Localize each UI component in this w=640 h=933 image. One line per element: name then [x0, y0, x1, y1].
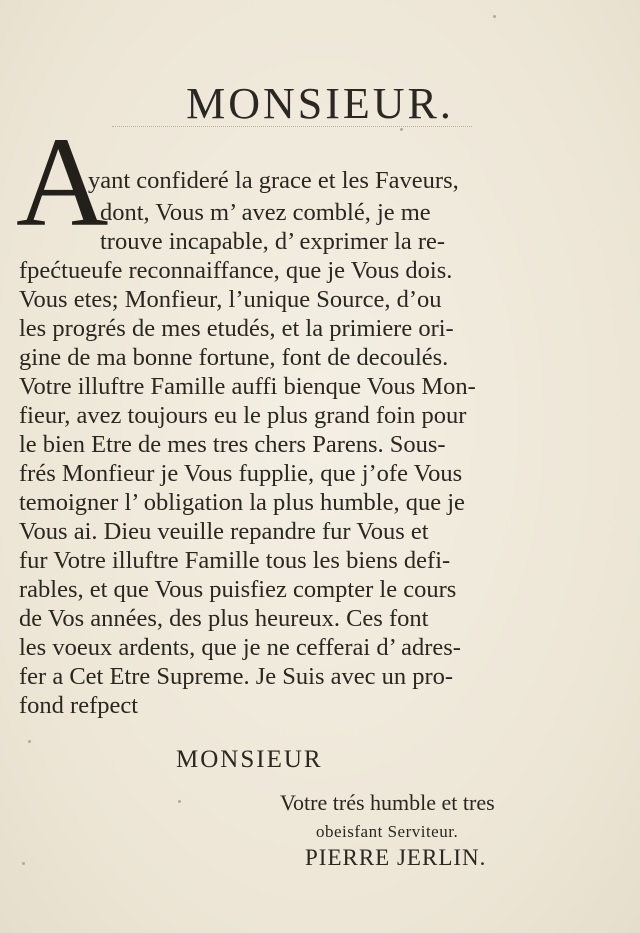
body-line: yant confideré la grace et les Faveurs, — [88, 167, 459, 194]
paper-speck — [22, 862, 25, 865]
page-title: MONSIEUR. — [186, 79, 454, 128]
body-line: gine de ma bonne fortune, font de decoulés. — [19, 344, 449, 371]
body-line: fieur, avez toujours eu le plus grand foin pour — [19, 402, 467, 429]
body-line: le bien Etre de mes tres chers Parens. Sous- — [19, 431, 446, 458]
drop-cap: A — [16, 111, 109, 253]
body-line: Vous etes; Monfieur, l’unique Source, d’ou — [19, 286, 442, 313]
closing-salutation: MONSIEUR — [176, 746, 323, 773]
signature-line-1: Votre trés humble et tres — [280, 790, 495, 815]
body-line: fond refpect — [19, 692, 139, 719]
body-line: temoigner l’ obligation la plus humble, que je — [19, 489, 465, 516]
body-line: dont, Vous m’ avez comblé, je me — [100, 199, 431, 226]
body-line: les progrés de mes etudés, et la primiere ori- — [19, 315, 454, 342]
body-line: fpećtueufe reconnaiffance, que je Vous dois. — [19, 257, 453, 284]
body-line: Votre illuftre Famille auffi bienque Vous Mon- — [19, 373, 476, 400]
paper-speck — [493, 15, 496, 18]
body-line: de Vos années, des plus heureux. Ces font — [19, 605, 429, 632]
body-line: rables, et que Vous puisfiez compter le cours — [19, 576, 457, 603]
signature-line-2: obeisfant Serviteur. — [316, 822, 459, 841]
body-line: fer a Cet Etre Supreme. Je Suis avec un pro- — [19, 663, 454, 690]
signature-name: PIERRE JERLIN. — [305, 845, 487, 870]
paper-speck — [178, 800, 181, 803]
body-line: trouve incapable, d’ exprimer la re- — [100, 228, 446, 255]
body-line: frés Monfieur je Vous fupplie, que j’ofe Vous — [19, 460, 463, 487]
paper-speck — [400, 128, 403, 131]
paper-speck — [28, 740, 31, 743]
body-line: Vous ai. Dieu veuille repandre fur Vous et — [19, 518, 429, 545]
body-line: les voeux ardents, que je ne cefferai d’ adres- — [19, 634, 461, 661]
body-line: fur Votre illuftre Famille tous les biens defi- — [19, 547, 451, 574]
title-divider — [112, 126, 472, 128]
